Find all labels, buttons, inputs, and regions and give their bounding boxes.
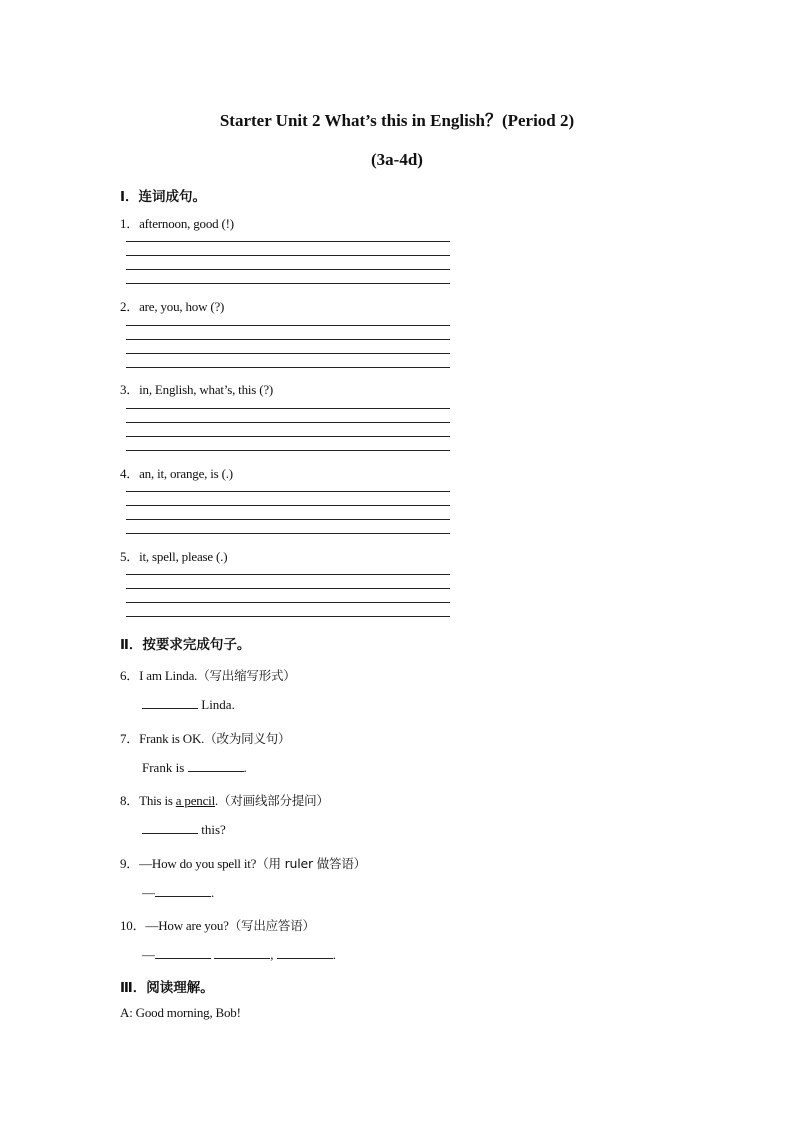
answer-9 [142, 884, 214, 901]
question-text: an, it, orange, is (.) [139, 466, 233, 481]
question-text: afternoon, good (!) [139, 216, 234, 231]
question-1 [120, 213, 234, 232]
section-3-heading: Ⅲ．阅读理解。 [120, 980, 214, 996]
question-4 [120, 463, 233, 482]
section-2-heading: Ⅱ．按要求完成句子。 [120, 637, 251, 653]
question-text: Frank is OK. [139, 731, 205, 746]
question-number: 1． [120, 216, 140, 231]
underlined-phrase: a pencil [175, 793, 215, 808]
question-instruction: （写出缩写形式） [197, 668, 296, 683]
question-6 [120, 665, 296, 684]
answer-text: Linda. [198, 697, 235, 712]
question-3 [120, 379, 273, 398]
answer-blank-3[interactable] [277, 946, 333, 959]
question-text: —How do you spell it? [139, 856, 257, 871]
question-text: it, spell, please (.) [139, 549, 228, 564]
question-5 [120, 546, 227, 565]
question-number: 8． [120, 793, 140, 808]
question-number: 6． [120, 668, 140, 683]
answer-punct: . [211, 885, 215, 900]
question-7 [120, 728, 290, 747]
question-number: 5． [120, 549, 140, 564]
page-subtitle: (3a-4d) [371, 150, 423, 169]
question-text: in, English, what’s, this (?) [139, 382, 274, 397]
question-text-post: . [214, 793, 219, 808]
question-instruction: （对画线部分提问） [218, 793, 329, 808]
answer-10 [142, 946, 336, 963]
answer-punct: . [332, 947, 336, 962]
answer-dash: — [142, 885, 155, 900]
question-number: 3． [120, 382, 140, 397]
question-number: 4． [120, 466, 140, 481]
question-2 [120, 296, 224, 315]
question-9 [120, 853, 366, 872]
question-text: I am Linda. [139, 668, 198, 683]
question-10 [120, 915, 315, 934]
answer-blank-1[interactable] [155, 946, 211, 959]
question-instruction: （改为同义句） [204, 731, 291, 746]
answer-text: Frank is [142, 760, 188, 775]
question-number: 10． [120, 918, 146, 933]
answer-blank[interactable] [142, 821, 198, 834]
answer-blank[interactable] [142, 696, 198, 709]
answer-6 [142, 696, 235, 713]
answer-blank[interactable] [155, 884, 211, 897]
answer-7 [142, 759, 247, 776]
answer-text: this? [198, 822, 226, 837]
answer-punct: . [243, 760, 247, 775]
answer-8 [142, 821, 226, 838]
question-8 [120, 790, 329, 809]
question-number: 7． [120, 731, 140, 746]
question-text: —How are you? [145, 918, 229, 933]
section-1-heading: Ⅰ．连词成句。 [120, 189, 207, 205]
question-text-pre: This is [139, 793, 176, 808]
page-title: Starter Unit 2 What’s this in English？(Period 2) [219, 111, 575, 130]
reading-line-1: A: Good morning, Bob! [120, 1005, 241, 1020]
question-instruction: （写出应答语） [228, 918, 315, 933]
answer-separator: , [270, 947, 277, 962]
question-text: are, you, how (?) [139, 299, 225, 314]
answer-blank[interactable] [188, 759, 244, 772]
question-number: 2． [120, 299, 140, 314]
answer-dash: — [142, 947, 155, 962]
question-number: 9． [120, 856, 140, 871]
question-instruction: （用 ruler 做答语） [256, 856, 366, 871]
answer-blank-2[interactable] [214, 946, 270, 959]
